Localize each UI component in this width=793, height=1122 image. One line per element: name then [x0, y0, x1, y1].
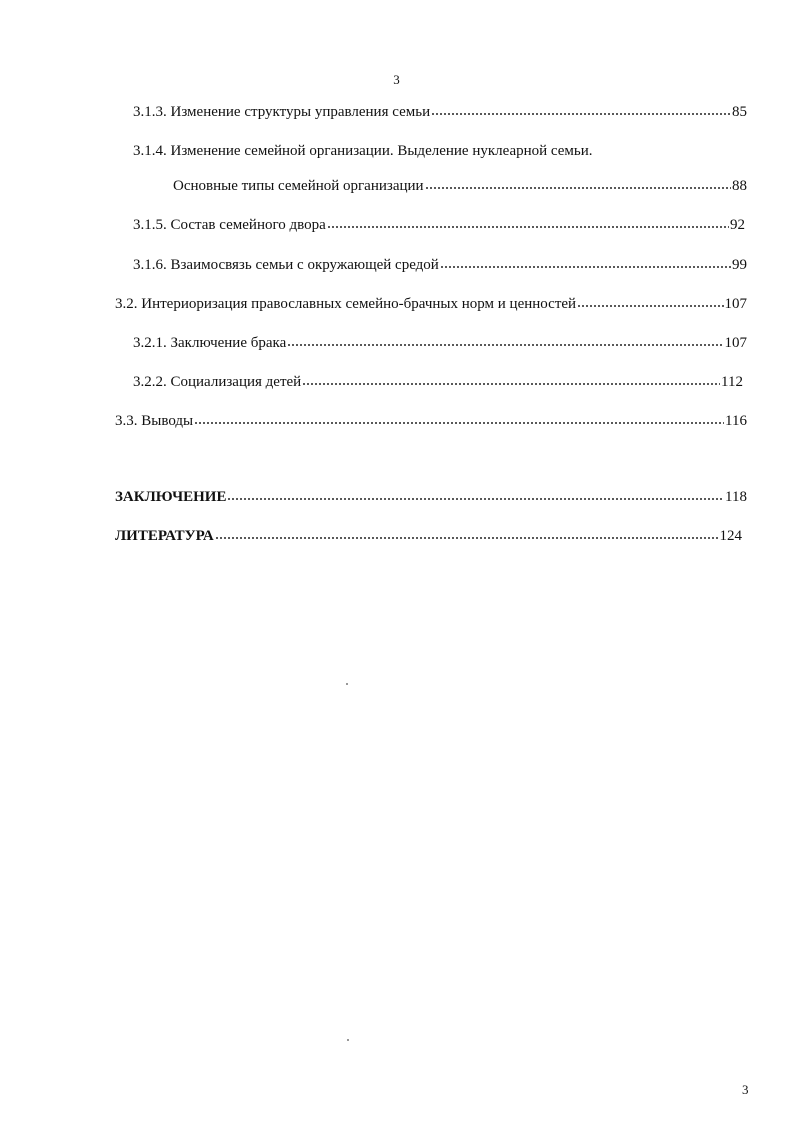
toc-entry-3-1-6 — [133, 255, 747, 275]
toc-entry-label: Основные типы семейной организации — [173, 178, 424, 194]
toc-entry-3-1-4-line1: 3.1.4. Изменение семейной организации. Выделение нуклеарной семьи. — [133, 143, 593, 159]
toc-entry-label: ЛИТЕРАТУРА — [115, 528, 214, 544]
toc-entry-label: ЗАКЛЮЧЕНИЕ — [115, 489, 227, 505]
toc-entry-page: 92 — [730, 217, 745, 233]
toc-entry-page: 116 — [725, 413, 747, 429]
toc-entry-literature — [115, 526, 742, 546]
toc-entry-label: 3.1.5. Состав семейного двора — [133, 217, 326, 233]
scan-speck — [347, 1039, 349, 1041]
toc-entry-conclusion — [115, 487, 747, 507]
toc-entry-3-1-3 — [133, 102, 747, 122]
toc-entry-page: 107 — [724, 296, 747, 312]
toc-entry-label: 3.1.6. Взаимосвязь семьи с окружающей средой — [133, 257, 439, 273]
toc-entry-3-2-1 — [133, 333, 747, 353]
toc-leader-dots — [440, 257, 731, 271]
toc-entry-page: 118 — [725, 489, 747, 505]
toc-leader-dots — [194, 413, 724, 427]
toc-entry-page: 112 — [721, 374, 743, 390]
toc-leader-dots — [425, 178, 731, 192]
toc-entry-page: 85 — [732, 104, 747, 120]
toc-entry-label: 3.1.3. Изменение структуры управления семьи — [133, 104, 431, 120]
page-number-bottom: 3 — [742, 1082, 749, 1097]
toc-leader-dots — [287, 335, 723, 349]
toc-entry-label: 3.2.1. Заключение брака — [133, 335, 287, 351]
toc-leader-dots — [327, 217, 729, 231]
toc-entry-label: 3.2. Интериоризация православных семейно-брачных норм и ценностей — [115, 296, 577, 312]
toc-entry-3-1-5 — [133, 215, 745, 235]
toc-entry-page: 88 — [732, 178, 747, 194]
toc-entry-3-2-2 — [133, 372, 743, 392]
toc-entry-3-1-4 — [173, 176, 747, 196]
toc-entry-3-3 — [115, 411, 747, 431]
toc-leader-dots — [227, 489, 724, 503]
toc-entry-label: 3.3. Выводы — [115, 413, 194, 429]
toc-leader-dots — [302, 374, 720, 388]
toc-entry-page: 99 — [732, 257, 747, 273]
page-number-top: 3 — [393, 72, 400, 87]
toc-entry-3-2 — [115, 294, 747, 314]
toc-leader-dots — [431, 104, 731, 118]
toc-leader-dots — [215, 528, 719, 542]
toc-entry-label: 3.2.2. Социализация детей — [133, 374, 302, 390]
toc-leader-dots — [577, 296, 723, 310]
toc-entry-page: 107 — [724, 335, 747, 351]
toc-entry-page: 124 — [719, 528, 742, 544]
scan-speck — [346, 683, 348, 685]
